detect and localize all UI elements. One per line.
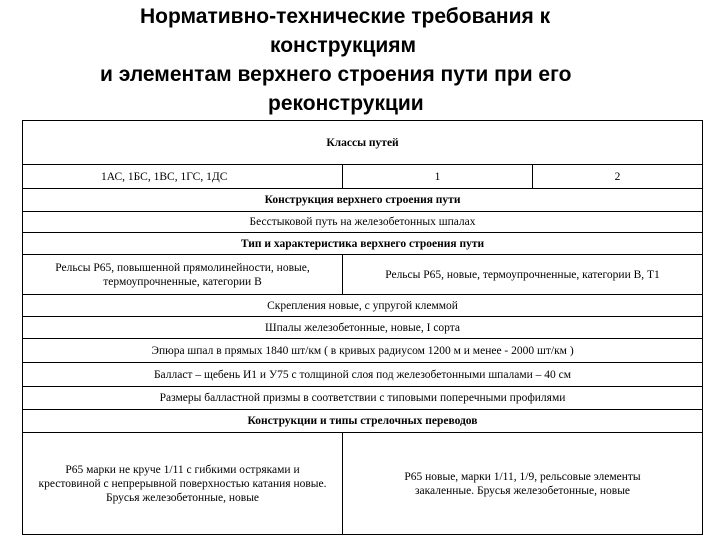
section-header-switches: Конструкции и типы стрелочных переводов bbox=[23, 410, 703, 433]
table-row bbox=[23, 433, 703, 535]
continuous-track-cell: Бесстыковой путь на железобетонных шпалах bbox=[23, 212, 703, 233]
table-row bbox=[23, 165, 703, 189]
table-row bbox=[23, 212, 703, 233]
requirements-table bbox=[22, 120, 703, 535]
rails-left-cell: Рельсы Р65, повышенной прямолинейности, новые, термоупрочненные, категории В bbox=[23, 255, 343, 295]
table-row bbox=[23, 339, 703, 363]
fastenings-cell: Скрепления новые, с упругой клеммой bbox=[23, 295, 703, 317]
table-row bbox=[23, 363, 703, 387]
prism-cell: Размеры балластной призмы в соответствии с типовыми поперечными профилями bbox=[23, 387, 703, 410]
class-column-a: 1АС, 1БС, 1ВС, 1ГС, 1ДС bbox=[23, 165, 343, 189]
ballast-cell: Балласт – щебень И1 и У75 с толщиной слоя под железобетонными шпалами – 40 см bbox=[23, 363, 703, 387]
table-row bbox=[23, 255, 703, 295]
table-row bbox=[23, 233, 703, 255]
table-row bbox=[23, 387, 703, 410]
class-column-b: 1 bbox=[343, 165, 533, 189]
title-line-1: Нормативно-технические требования к bbox=[140, 5, 551, 28]
title-line-3: и элементам верхнего строения пути при его bbox=[100, 63, 572, 86]
switch-right-cell: Р65 новые, марки 1/11, 1/9, рельсовые элементы закаленные. Брусья железобетонные, новые bbox=[343, 433, 703, 535]
track-classes-header: Классы путей bbox=[23, 121, 703, 165]
title-line-4: реконструкции bbox=[268, 92, 424, 115]
sleepers-cell: Шпалы железобетонные, новые, I сорта bbox=[23, 317, 703, 339]
rails-right-cell: Рельсы Р65, новые, термоупрочненные, категории В, Т1 bbox=[343, 255, 703, 295]
table-row bbox=[23, 410, 703, 433]
class-column-c: 2 bbox=[533, 165, 703, 189]
table-row bbox=[23, 295, 703, 317]
sleeper-diagram-cell: Эпюра шпал в прямых 1840 шт/км ( в кривых радиусом 1200 м и менее - 2000 шт/км ) bbox=[23, 339, 703, 363]
table-row bbox=[23, 121, 703, 165]
switch-left-cell: Р65 марки не круче 1/11 с гибкими остряками и крестовиной с непрерывной поверхностью катания новые. Брусья железобетонные, новые bbox=[23, 433, 343, 535]
table-row bbox=[23, 189, 703, 212]
section-header-structure: Конструкция верхнего строения пути bbox=[23, 189, 703, 212]
section-header-type: Тип и характеристика верхнего строения пути bbox=[23, 233, 703, 255]
table-row bbox=[23, 317, 703, 339]
title-line-2: конструкциям bbox=[270, 34, 417, 57]
